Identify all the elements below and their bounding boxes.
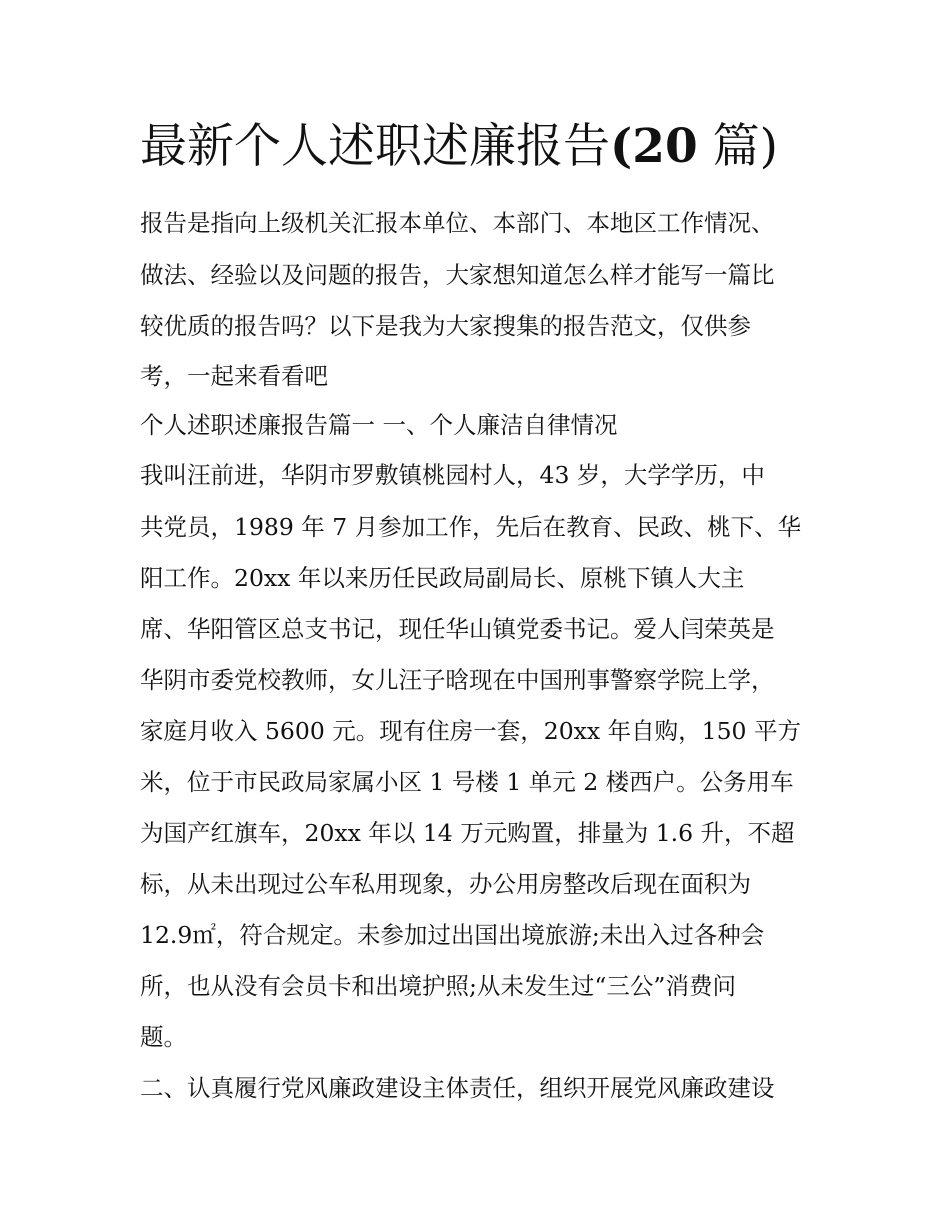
section-heading: 二、认真履行党风廉政建设主体责任，组织开展党风廉政建设 xyxy=(140,1074,775,1102)
body-line: 报告是指向上级机关汇报本单位、本部门、本地区工作情况、 xyxy=(140,209,775,237)
body-line: 家庭月收入 5600 元。现有住房一套，20xx 年自购，150 平方 xyxy=(140,717,801,745)
body-line: 阳工作。20xx 年以来历任民政局副局长、原桃下镇人大主 xyxy=(140,564,745,592)
body-line: 华阴市委党校教师，女儿汪子晗现在中国刑事警察学院上学， xyxy=(140,666,775,694)
body-line: 12.9㎡，符合规定。未参加过出国出境旅游;未出入过各种会 xyxy=(140,921,765,949)
body-line: 标，从未出现过公车私用现象，办公用房整改后现在面积为 xyxy=(140,870,751,898)
body-line: 为国产红旗车，20xx 年以 14 万元购置，排量为 1.6 升，不超 xyxy=(140,819,795,847)
title-number: 20 xyxy=(632,119,698,174)
body-line: 较优质的报告吗？以下是我为大家搜集的报告范文，仅供参 xyxy=(140,312,751,340)
body-line: 共党员，1989 年 7 月参加工作，先后在教育、民政、桃下、华 xyxy=(140,513,802,541)
document-title xyxy=(140,112,820,182)
body-line: 米，位于市民政局家属小区 1 号楼 1 单元 2 楼西户。公务用车 xyxy=(140,768,794,796)
title-suffix: 篇) xyxy=(697,119,778,174)
title-prefix: 最新个人述职述廉报告 xyxy=(140,119,610,174)
body-line: 考，一起来看看吧 xyxy=(140,362,328,390)
section-heading: 个人述职述廉报告篇一 一、个人廉洁自律情况 xyxy=(140,411,618,439)
title-open-paren: ( xyxy=(610,119,633,174)
body-line: 做法、经验以及问题的报告，大家想知道怎么样才能写一篇比 xyxy=(140,261,775,289)
body-line: 我叫汪前进，华阴市罗敷镇桃园村人，43 岁，大学学历，中 xyxy=(140,461,765,489)
body-line: 所，也从没有会员卡和出境护照;从未发生过“三公”消费问 xyxy=(140,972,736,1000)
body-line: 席、华阳管区总支书记，现任华山镇党委书记。爱人闫荣英是 xyxy=(140,615,775,643)
body-line: 题。 xyxy=(140,1023,187,1051)
